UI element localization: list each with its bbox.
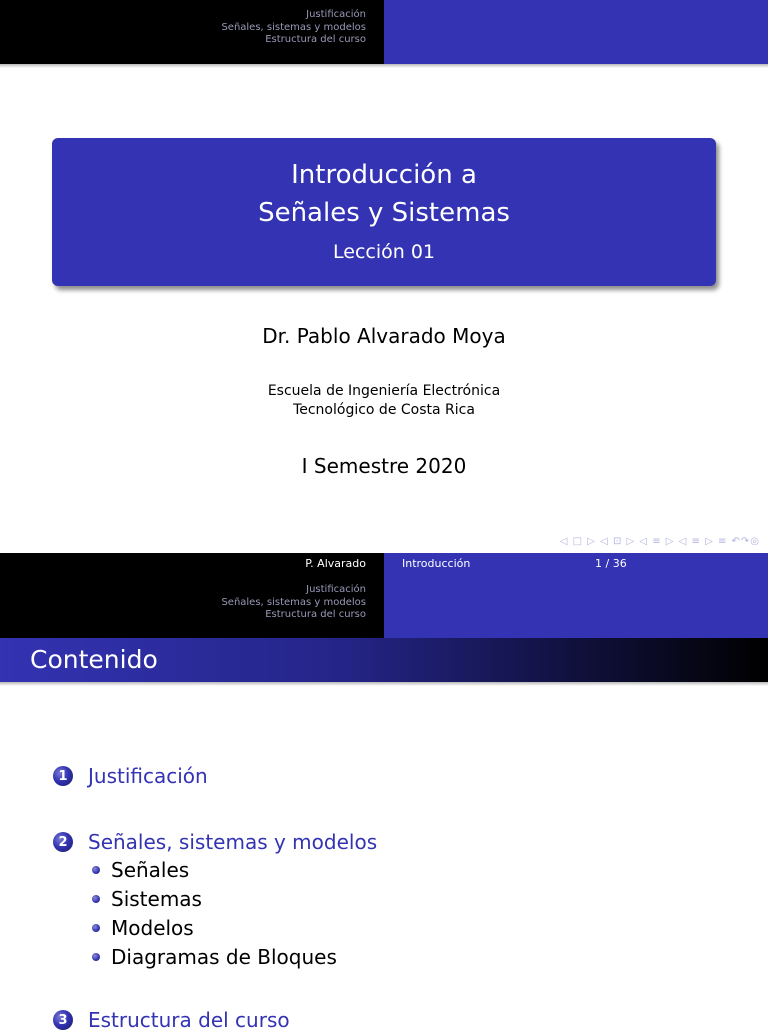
author: Dr. Pablo Alvarado Moya (262, 324, 506, 348)
toc-subsection-label[interactable]: Señales (111, 858, 190, 882)
frame-title: Contenido (30, 645, 158, 674)
toc-subsection[interactable] (92, 916, 194, 940)
date: I Semestre 2020 (301, 454, 467, 478)
nav-section-link[interactable]: Justificación (306, 9, 366, 20)
slide2-header-blue-panel (384, 575, 768, 638)
toc-subsection[interactable] (92, 858, 189, 882)
frame-title-shadow (0, 682, 768, 686)
toc-section[interactable] (53, 830, 377, 854)
slide1-header (0, 0, 768, 64)
toc-subsection[interactable] (92, 945, 337, 969)
nav-section-link[interactable]: Estructura del curso (265, 609, 366, 620)
toc-subsection-label[interactable]: Modelos (111, 916, 194, 940)
toc-section[interactable] (53, 764, 208, 788)
footline (0, 553, 768, 575)
title-block (52, 138, 716, 286)
frame-title-bar (0, 638, 768, 682)
slide2-header-nav-panel (0, 575, 384, 638)
footline-page-number: 1 / 36 (595, 557, 627, 570)
bullet-icon (92, 895, 100, 903)
slide2-section-nav (221, 584, 366, 622)
slide2-header (0, 575, 768, 638)
footline-short-title: Introducción (402, 557, 471, 570)
subtitle: Lección 01 (333, 241, 435, 263)
navigation-symbols[interactable]: ◁ □ ▷ ◁ ⊡ ▷ ◁ ≡ ▷ ◁ ≡ ▷ ≡ ↶↷◎ (559, 536, 760, 547)
slide1-section-nav (221, 9, 366, 47)
toc-subsection-label[interactable]: Diagramas de Bloques (111, 945, 337, 969)
toc-section-label[interactable]: Justificación (88, 764, 208, 788)
bullet-icon (92, 866, 100, 874)
slide1-header-nav-panel (0, 0, 384, 64)
nav-section-link[interactable]: Señales, sistemas y modelos (221, 596, 366, 608)
footline-author: P. Alvarado (0, 553, 384, 575)
nav-section-link[interactable]: Justificación (306, 584, 366, 595)
nav-section-link[interactable]: Estructura del curso (265, 34, 366, 45)
section-number-ball: 2 (53, 832, 73, 852)
toc-subsection[interactable] (92, 887, 202, 911)
toc-section-label[interactable]: Señales, sistemas y modelos (88, 830, 378, 854)
footline-right (384, 553, 768, 575)
section-number-ball: 1 (53, 766, 73, 786)
title-line-1: Introducción a (291, 160, 477, 190)
toc-section[interactable] (53, 1008, 290, 1032)
institute-line-1: Escuela de Ingeniería Electrónica (267, 383, 501, 399)
toc-section-label[interactable]: Estructura del curso (88, 1008, 290, 1032)
title-line-2: Señales y Sistemas (258, 198, 510, 228)
bullet-icon (92, 953, 100, 961)
toc-subsection-label[interactable]: Sistemas (111, 887, 202, 911)
section-number-ball: 3 (53, 1010, 73, 1030)
header-shadow (0, 64, 768, 68)
slide1-header-blue-panel (384, 0, 768, 64)
bullet-icon (92, 924, 100, 932)
institute-line-2: Tecnológico de Costa Rica (293, 402, 475, 418)
nav-section-link[interactable]: Señales, sistemas y modelos (221, 21, 366, 33)
